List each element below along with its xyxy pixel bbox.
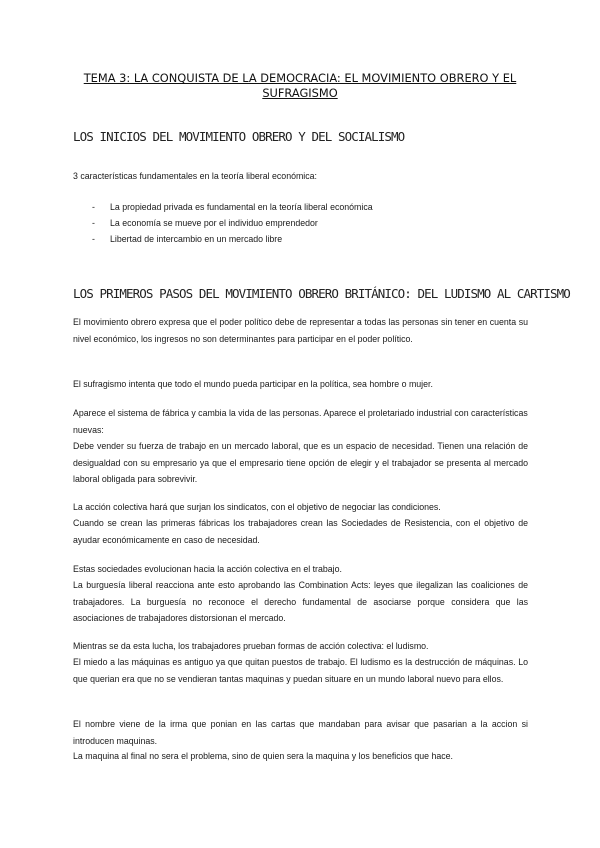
section-heading-inicios: LOS INICIOS DEL MOVIMIENTO OBRERO Y DEL SOCIALISMO [73,129,405,144]
characteristics-list [73,200,533,247]
paragraph-ludismo-a: Mientras se da esta lucha, los trabajadores prueban formas de acción colectiva: el ludismo. [73,641,429,651]
paragraph-sistema-fabrica-b: Debe vender su fuerza de trabajo en un mercado laboral, que es un espacio de necesidad. Tienen una relación de desigualdad con su empresario ya que el empresario tiene opción de elegir y el trabajador se presenta al mercado laboral obligada para sobrevivir. [73,441,528,484]
paragraph-accion-colectiva-a: La acción colectiva hará que surjan los sindicatos, con el objetivo de negociar las condiciones. [73,502,441,512]
list-item-text: Libertad de intercambio en un mercado libre [110,233,283,244]
list-item-text: La propiedad privada es fundamental en la teoría liberal económica [110,202,373,212]
section-heading-primeros-pasos: LOS PRIMEROS PASOS DEL MOVIMIENTO OBRERO BRITÁNICO: DEL LUDISMO AL CARTISMO [73,286,570,301]
paragraph-sociedades-a: Estas sociedades evolucionan hacia la acción colectiva en el trabajo. [73,564,342,574]
paragraph-ludismo-b: El miedo a las máquinas es antiguo ya que quitan puestos de trabajo. El ludismo es la destrucción de máquinas. Lo que querian era que no se vendieran tantas maquinas y puedan situare en un mundo laboral nuevo para ellos. [73,657,528,684]
paragraph-accion-colectiva-b: Cuando se crean las primeras fábricas los trabajadores crean las Sociedades de Resistencia, con el objetivo de ayudar económicamente en caso de necesidad. [73,518,528,545]
paragraph-sufragismo: El sufragismo intenta que todo el mundo pueda participar en la política, sea hombre o mujer. [73,379,433,389]
intro-paragraph: 3 características fundamentales en la teoría liberal económica: [73,171,317,181]
list-item: - La propiedad privada es fundamental en la teoría liberal económica [92,202,373,212]
document-title: TEMA 3: LA CONQUISTA DE LA DEMOCRACIA: EL MOVIMIENTO OBRERO Y EL SUFRAGISMO [83,71,517,100]
list-item: - La economía se mueve por el individuo emprendedor [92,217,318,228]
paragraph-sociedades-b: La burguesía liberal reacciona ante esto aprobando las Combination Acts: leyes que ilegalizan las coaliciones de trabajadores. La burguesía no reconoce el derecho fundamental de asociarse porque considera que las asociaciones de trabajadores distorsionan el mercado. [73,580,528,623]
paragraph-nombre-a: El nombre viene de la irma que ponian en las cartas que mandaban para avisar que pasarian a la accion si introducen maquinas. [73,719,528,746]
paragraph-movimiento-obrero: El movimiento obrero expresa que el poder político debe de representar a todas las personas sin tener en cuenta su nivel económico, los ingresos no son determinantes para participar en el poder político. [73,317,528,344]
paragraph-sistema-fabrica-a: Aparece el sistema de fábrica y cambia la vida de las personas. Aparece el proletariado industrial con características nuevas: [73,408,528,435]
list-item: - Libertad de intercambio en un mercado libre [92,233,283,244]
paragraph-nombre-b: La maquina al final no sera el problema, sino de quien sera la maquina y los beneficios que hace. [73,751,453,761]
list-item-text: La economía se mueve por el individuo emprendedor [110,217,318,228]
